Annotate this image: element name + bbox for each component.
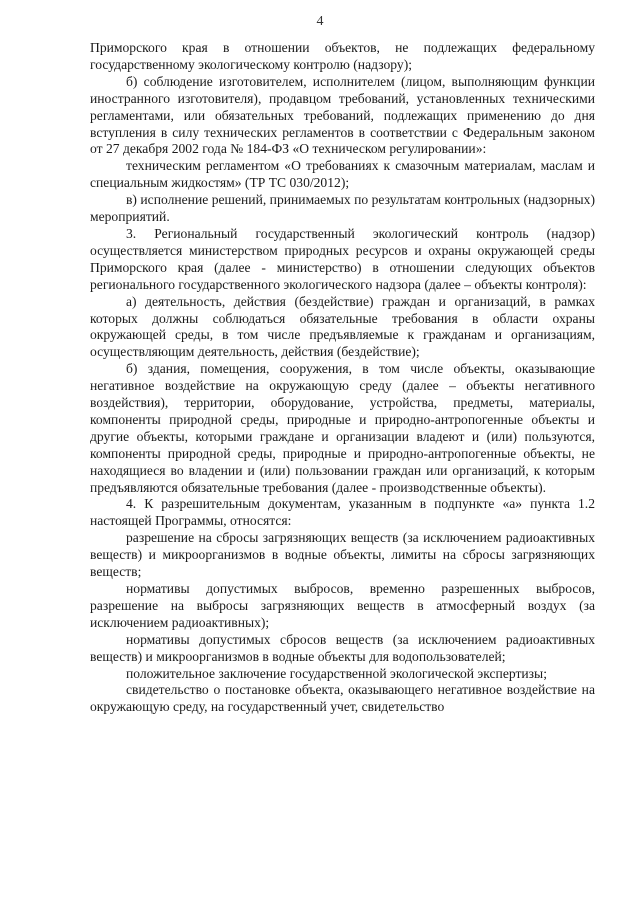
document-body — [90, 40, 595, 716]
paragraph-permit-discharges: разрешение на сбросы загрязняющих веществ (за исключением радиоактивных веществ) и микроорганизмов в водные объекты, лимиты на сбросы загрязняющих веществ; — [90, 530, 595, 580]
paragraph-item-b-compliance: б) соблюдение изготовителем, исполнителем (лицом, выполняющим функции иностранного изготовителя), продавцом требований, установленных техническими регламентами, или обязательных требований, подлежащих применению до дня вступления в силу технических регламентов в соответствии с Федеральным законом от 27 декабря 2002 года № 184-ФЗ «О техническом регулировании»: — [90, 73, 595, 157]
paragraph-item-v-decisions: в) исполнение решений, принимаемых по результатам контрольных (надзорных) мероприятий. — [90, 192, 595, 225]
paragraph-section-4: 4. К разрешительным документам, указанным в подпункте «а» пункта 1.2 настоящей Программы, относятся: — [90, 496, 595, 529]
paragraph-item-b-objects: б) здания, помещения, сооружения, в том числе объекты, оказывающие негативное воздействие на окружающую среду (далее – объекты негативного воздействия), территории, оборудование, устройства, предметы, материалы, компоненты природной среды, природные и природно-антропогенные объекты и другие объекты, которыми граждане и организации владеют и (или) пользуются, компоненты природной среды, природные и природно-антропогенные объекты, не находящиеся во владении и (или) пользовании граждан или организаций, к которым предъявляются обязательные требования (далее - производственные объекты). — [90, 361, 595, 495]
paragraph-item-a-activity: а) деятельность, действия (бездействие) граждан и организаций, в рамках которых должны соблюдаться обязательные требования в области охраны окружающей среды, в том числе предъявляемые к гражданам и организациям, осуществляющим деятельность, действия (бездействие); — [90, 293, 595, 360]
paragraph-expert-conclusion: положительное заключение государственной экологической экспертизы; — [126, 665, 547, 681]
paragraph-tech-regulation: техническим регламентом «О требованиях к смазочным материалам, маслам и специальным жидкостям» (ТР ТС 030/2012); — [90, 158, 595, 191]
paragraph-registration-certificate: свидетельство о постановке объекта, оказывающего негативное воздействие на окружающую среду, на государственный учет, свидетельство — [90, 682, 595, 715]
paragraph-emission-norms: нормативы допустимых выбросов, временно разрешенных выбросов, разрешение на выбросы загрязняющих веществ в атмосферный воздух (за исключением радиоактивных); — [90, 581, 595, 630]
page-number: 4 — [316, 14, 324, 29]
paragraph-section-3: 3. Региональный государственный экологический контроль (надзор) осуществляется министерством природных ресурсов и охраны окружающей среды Приморского края (далее - министерство) в отношении следующих объектов регионального государственного экологического надзора (далее – объекты контроля): — [90, 225, 595, 292]
paragraph-discharge-norms: нормативы допустимых сбросов веществ (за исключением радиоактивных веществ) и микроорганизмов в водные объекты для водопользователей; — [90, 631, 595, 664]
paragraph-continuation: Приморского края в отношении объектов, не подлежащих федеральному государственному экологическому контролю (надзору); — [90, 40, 595, 72]
